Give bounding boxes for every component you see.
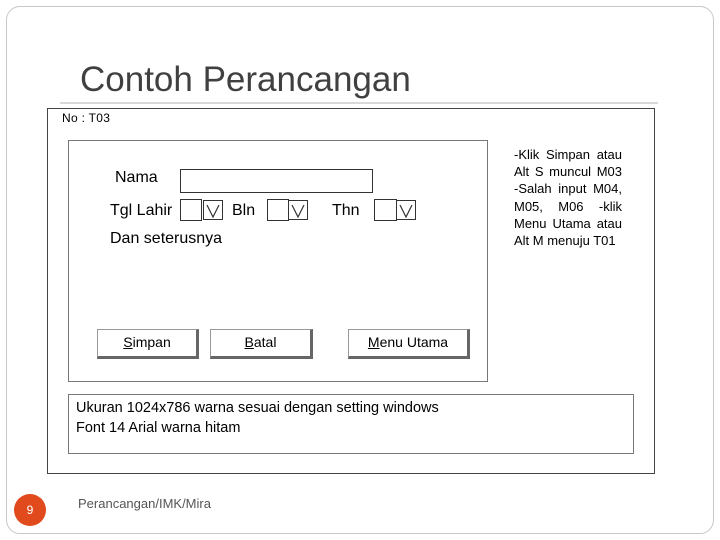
screen-number-label: No : T03 bbox=[62, 111, 111, 125]
batal-label: atal bbox=[253, 334, 277, 350]
form-panel bbox=[68, 140, 488, 382]
title-divider bbox=[60, 102, 658, 104]
batal-button[interactable] bbox=[210, 329, 313, 359]
tgl-lahir-label: Tgl Lahir bbox=[110, 202, 173, 219]
simpan-mnemonic: S bbox=[123, 334, 133, 350]
simpan-button[interactable] bbox=[97, 329, 199, 359]
thn-input[interactable] bbox=[374, 199, 397, 221]
menu-utama-button[interactable] bbox=[348, 329, 470, 359]
thn-dropdown-button[interactable] bbox=[396, 200, 416, 220]
batal-mnemonic: B bbox=[244, 334, 254, 350]
page-number-badge: 9 bbox=[14, 494, 46, 526]
chevron-down-icon bbox=[204, 201, 222, 219]
simpan-label: impan bbox=[132, 334, 171, 350]
chevron-down-icon bbox=[289, 201, 307, 219]
bln-label: Bln bbox=[232, 202, 256, 219]
menu-utama-label: enu Utama bbox=[379, 334, 449, 350]
dan-seterusnya-label: Dan seterusnya bbox=[110, 230, 223, 247]
bln-dropdown-button[interactable] bbox=[288, 200, 308, 220]
description-line-1: Ukuran 1024x786 warna sesuai dengan setting windows bbox=[76, 400, 439, 416]
tgl-dropdown-button[interactable] bbox=[203, 200, 223, 220]
footer-text: Perancangan/IMK/Mira bbox=[78, 496, 211, 511]
tgl-input[interactable] bbox=[180, 199, 202, 221]
description-panel bbox=[68, 394, 634, 454]
nama-input[interactable] bbox=[180, 169, 373, 193]
navigation-notes: -Klik Simpan atau Alt S muncul M03 -Salah input M04, M05, M06 -klik Menu Utama atau Alt M menuju T01 bbox=[514, 147, 622, 249]
menu-mnemonic: M bbox=[367, 334, 380, 350]
thn-label: Thn bbox=[332, 202, 360, 219]
description-line-2: Font 14 Arial warna hitam bbox=[76, 420, 241, 436]
nama-label: Nama bbox=[115, 169, 158, 186]
chevron-down-icon bbox=[397, 201, 415, 219]
bln-input[interactable] bbox=[267, 199, 289, 221]
slide-title: Contoh Perancangan bbox=[80, 60, 411, 99]
